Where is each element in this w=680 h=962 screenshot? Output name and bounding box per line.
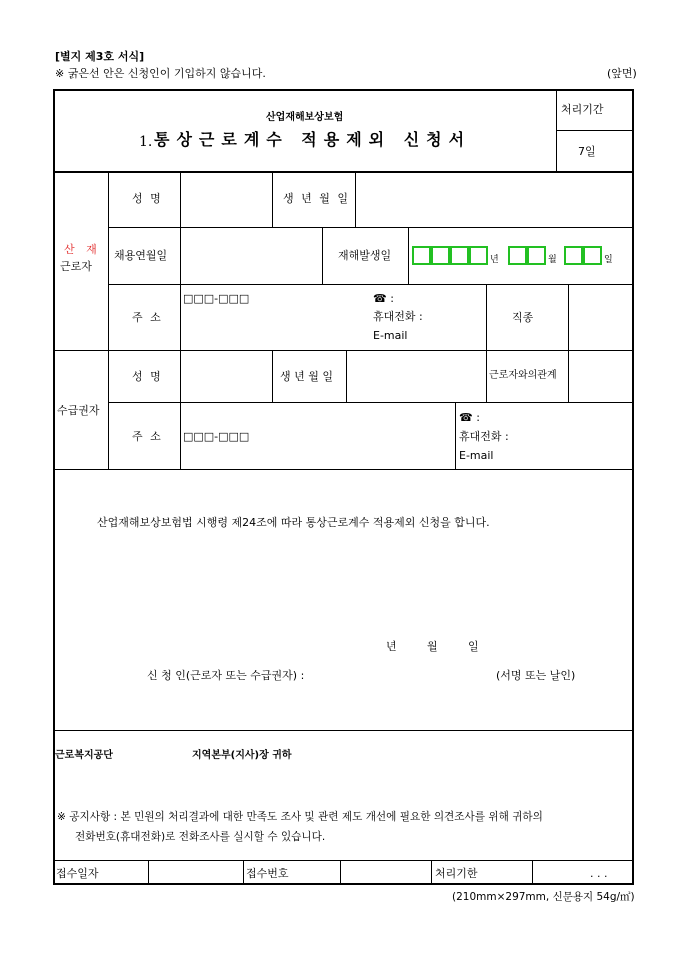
worker-birth-field[interactable] — [356, 173, 633, 227]
worker-name-label: 성 명 — [132, 192, 163, 205]
year-box-1[interactable] — [412, 246, 431, 265]
beneficiary-name-field[interactable] — [181, 351, 271, 401]
beneficiary-name-label: 성 명 — [132, 370, 163, 383]
beneficiary-postal[interactable]: □□□-□□□ — [183, 430, 250, 443]
worker-phone[interactable]: ☎ : — [373, 292, 394, 305]
beneficiary-birth-label: 생 년 월 일 — [280, 370, 333, 383]
beneficiary-birth-field[interactable] — [347, 351, 485, 401]
hire-date-field[interactable] — [181, 229, 321, 283]
beneficiary-email[interactable]: E-mail — [459, 449, 494, 462]
day-box-1[interactable] — [564, 246, 583, 265]
statement-text: 산업재해보상보험법 시행령 제24조에 따라 통상근로계수 적용제외 신청을 합니다. — [97, 516, 490, 529]
paper-spec: (210mm×297mm, 신문용지 54g/㎡) — [452, 891, 635, 903]
worker-section-label2: 근로자 — [60, 260, 92, 273]
page-side: (앞면) — [607, 67, 637, 80]
worker-section-label: 산 재 — [64, 243, 101, 256]
beneficiary-address-label: 주 소 — [132, 430, 163, 443]
month-label: 월 — [548, 255, 557, 265]
job-field[interactable] — [569, 285, 633, 349]
job-label: 직종 — [512, 311, 534, 324]
hire-date-label: 채용연월일 — [114, 249, 168, 262]
agency-name: 산업재해보상보험 — [266, 112, 344, 123]
date-month: 월 — [427, 640, 438, 653]
worker-mobile[interactable]: 휴대전화 : — [373, 310, 423, 323]
form-note: ※ 굵은선 안은 신청인이 기입하지 않습니다. — [55, 67, 266, 80]
year-box-3[interactable] — [450, 246, 469, 265]
receipt-date-field[interactable] — [149, 861, 242, 884]
beneficiary-section-label: 수급권자 — [57, 404, 100, 417]
period-label: 처리기간 — [561, 103, 604, 116]
year-box-4[interactable] — [469, 246, 488, 265]
month-box-1[interactable] — [508, 246, 527, 265]
year-label: 년 — [490, 255, 499, 265]
signature-label[interactable]: (서명 또는 날인) — [496, 669, 576, 682]
worker-birth-label: 생 년 월 일 — [283, 192, 350, 205]
receipt-no-field[interactable] — [341, 861, 430, 884]
date-year: 년 — [386, 640, 397, 653]
period-value: 7일 — [578, 145, 596, 158]
accident-date-label: 재해발생일 — [338, 249, 392, 262]
worker-postal[interactable]: □□□-□□□ — [183, 292, 250, 305]
title-number: 1. — [139, 134, 153, 150]
notice-line-2: 전화번호(휴대전화)로 전화조사를 실시할 수 있습니다. — [75, 831, 326, 843]
worker-name-field[interactable] — [181, 173, 271, 227]
recipient-office: 지역본부(지사)장 귀하 — [192, 750, 292, 761]
recipient-org: 근로복지공단 — [55, 750, 113, 761]
date-day: 일 — [468, 640, 479, 653]
receipt-no-label: 접수번호 — [246, 867, 289, 880]
day-label: 일 — [604, 255, 613, 265]
form-id: [별지 제3호 서식] — [55, 50, 145, 63]
worker-email[interactable]: E-mail — [373, 329, 408, 342]
worker-address-label: 주 소 — [132, 311, 163, 324]
day-box-2[interactable] — [583, 246, 602, 265]
applicant-label: 신 청 인(근로자 또는 수급권자) : — [147, 669, 305, 682]
relation-field[interactable] — [569, 351, 633, 401]
receipt-date-label: 접수일자 — [56, 867, 99, 880]
beneficiary-phone[interactable]: ☎ : — [459, 411, 480, 424]
deadline-label: 처리기한 — [435, 867, 478, 880]
year-box-2[interactable] — [431, 246, 450, 265]
form-title: 통상근로계수 적용제외 신청서 — [154, 130, 472, 149]
beneficiary-mobile[interactable]: 휴대전화 : — [459, 430, 509, 443]
notice-line-1: ※ 공지사항 : 본 민원의 처리결과에 대한 만족도 조사 및 관련 제도 개선에 필요한 의견조사를 위해 귀하의 — [57, 811, 543, 823]
relation-label: 근로자와의관계 — [489, 370, 557, 381]
deadline-value[interactable]: . . . — [590, 867, 608, 880]
month-box-2[interactable] — [527, 246, 546, 265]
